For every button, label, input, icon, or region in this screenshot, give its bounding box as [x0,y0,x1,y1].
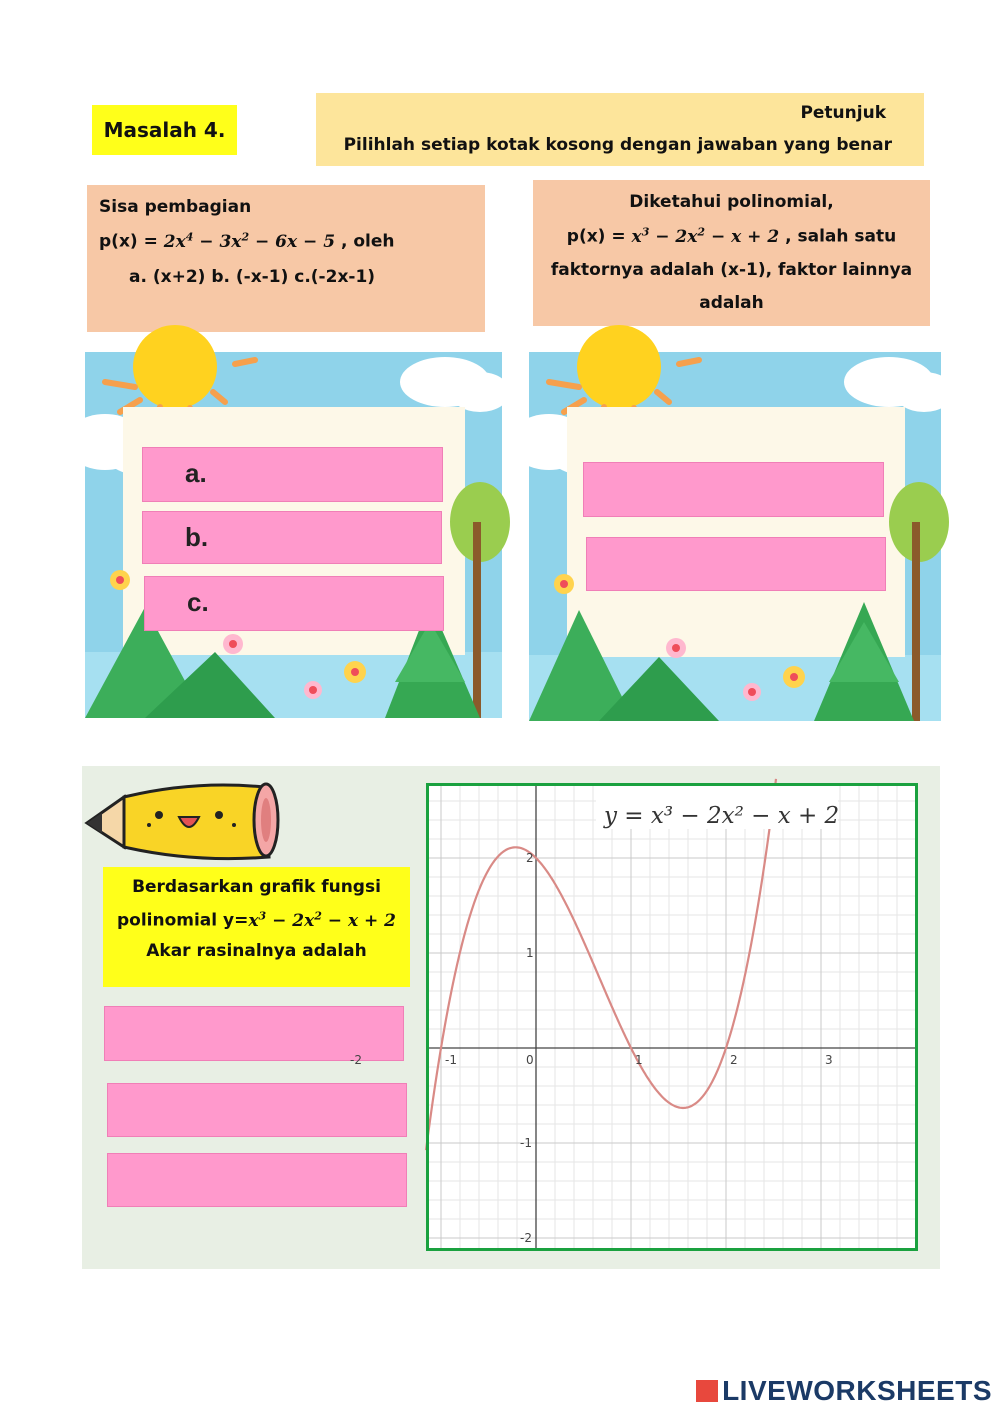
answer-label-a: a. [185,458,207,488]
factor-answer-box-1[interactable] [583,462,884,517]
answer-box-c[interactable] [144,576,444,631]
y-tick-label: 1 [526,946,534,960]
answer-scene-left [85,352,502,718]
graph-title: y = x³ − 2x² − x + 2 [604,803,840,829]
answer-box-a[interactable] [142,447,443,502]
y-tick-label: -2 [520,1231,532,1245]
graph-question-box [103,867,410,987]
answer-box-b[interactable] [142,511,442,564]
logo-icon [696,1380,718,1402]
x-tick-label: 1 [635,1053,643,1067]
answer-scene-right [529,352,941,721]
instruction-text: Pilihlah setiap kotak kosong dengan jawaban yang benar [343,135,892,155]
problem-left-line2: $p(x) = 2x^4 - 3x^2 - 6x - 5$ , oleh [99,230,395,252]
root-answer-box-3[interactable] [107,1153,407,1207]
x-tick-label: 0 [526,1053,534,1067]
brand-logo: LIVEWORKSHEETS [696,1375,992,1407]
graph-question-line1: Berdasarkan grafik fungsi [132,877,381,897]
instruction-box [316,93,924,166]
factor-answer-box-2[interactable] [586,537,886,591]
graph-question-line3: Akar rasinalnya adalah [146,941,367,961]
problem-right-line4: adalah [699,293,764,313]
x-tick-label: -1 [445,1053,457,1067]
pencil-mascot-icon [84,775,284,860]
problem-right-line1: Diketahui polinomial, [629,192,834,212]
problem-left-card [87,185,485,332]
problem-left-options: a. (x+2) b. (-x-1) c.(-2x-1) [129,267,376,287]
y-tick-label: 2 [526,851,534,865]
instruction-heading: Petunjuk [800,103,886,123]
root-answer-box-2[interactable] [107,1083,407,1137]
x-tick-label: 3 [825,1053,833,1067]
answer-label-b: b. [185,522,209,552]
problem-right-line3: faktornya adalah (x-1), faktor lainnya [550,260,913,280]
problem-title: Masalah 4. [92,105,237,155]
problem-right-line2: $p(x) = x^3 - 2x^2 - x + 2$ , salah satu [566,225,897,247]
problem-right-card [533,180,930,326]
graph-question-line2: polinomial $y=x^3 - 2x^2 - x + 2$ [116,909,396,931]
x-tick-label: -2 [350,1053,362,1067]
polynomial-graph [350,783,918,1251]
y-tick-label: -1 [520,1136,532,1150]
x-tick-label: 2 [730,1053,738,1067]
problem-left-line1: Sisa pembagian [99,197,252,217]
answer-label-c: c. [187,587,209,617]
